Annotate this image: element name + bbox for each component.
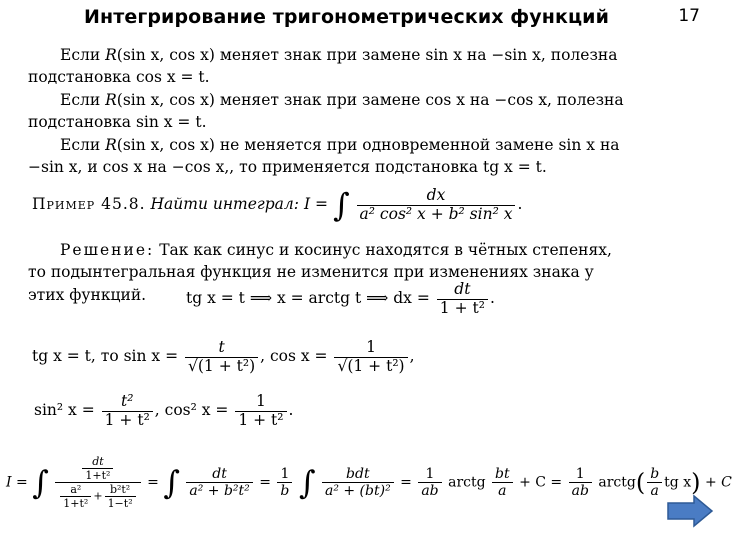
formula1-text-a: tg x = t, то sin x = [32, 347, 179, 365]
para1-line1 [60, 48, 617, 64]
sin2-denominator: 1 + t² [104, 410, 150, 429]
substitution-denominator: 1 + t² [439, 298, 485, 317]
para2-text-c: (sin x, cos x) меняет знак при замене cos x на −cos x, полезна [116, 91, 624, 109]
final-eq3: = [400, 474, 412, 491]
inner-b-bot: 1−t² [107, 497, 133, 510]
cos-denominator: √(1 + t²) [337, 356, 405, 375]
final-frac1-denominator [55, 483, 140, 509]
final-fraction-2 [186, 467, 252, 498]
sin2-numerator: t² [102, 394, 153, 412]
page-title: Интегрирование тригонометрических функций [84, 6, 609, 28]
example-denominator: a² cos² x + b² sin² x [359, 204, 513, 223]
para3-text-b: R [105, 136, 117, 154]
para3-line2: −sin x, и cos x на −cos x,, то применяется подстановка tg x = t. [28, 158, 547, 176]
final-eq1: = [147, 474, 159, 491]
sin-numerator: t [185, 340, 258, 358]
para3-text-a: Если [60, 136, 106, 154]
para2-line2: подстановка sin x = t. [28, 113, 207, 131]
final-fraction-5 [418, 467, 441, 498]
integral-sign: ∫ [332, 186, 350, 224]
final-frac3-num: 1 [277, 467, 292, 483]
final-fraction-6 [492, 467, 513, 498]
substitution-numerator: dt [437, 282, 488, 300]
inner-fraction-b [105, 484, 136, 509]
final-frac2-den: a² + b²t² [189, 483, 250, 499]
right-paren: ) [691, 468, 701, 497]
inner-fraction-a [60, 484, 91, 509]
final-frac4-num: bdt [322, 467, 394, 483]
integral-sign: ∫ [298, 463, 316, 502]
final-frac8-num: b [647, 467, 662, 483]
para2-text-b: R [105, 91, 117, 109]
final-frac5-den: ab [421, 483, 439, 499]
formula2-text-b: , cos² x = [154, 401, 229, 419]
cos-fraction [334, 340, 407, 374]
final-end: + C [704, 474, 732, 491]
example-fraction [357, 188, 516, 222]
formula-line1 [32, 340, 415, 374]
para3-text-c: (sin x, cos x) не меняется при одновременной замене sin x на [116, 136, 620, 154]
final-fraction-1 [55, 456, 140, 509]
example-end: . [517, 195, 523, 213]
final-fraction-4 [322, 467, 394, 498]
cos-numerator: 1 [334, 340, 407, 358]
integral-sign: ∫ [163, 463, 180, 502]
inner-plus: + [93, 489, 103, 503]
final-frac5-num: 1 [418, 467, 441, 483]
formula1-text-b: , cos x = [260, 347, 328, 365]
solution-line1 [60, 243, 612, 259]
para1-line2: подстановка cos x = t. [28, 68, 210, 86]
final-frac6-num: bt [492, 467, 513, 483]
formula2-text-a: sin² x = [34, 401, 95, 419]
right-arrow-icon [666, 494, 714, 528]
solution-line3: этих функций. [28, 286, 147, 304]
final-fraction-8 [647, 467, 662, 498]
inner-b-top: b²t² [105, 484, 136, 497]
solution-label: Решение: [60, 241, 155, 259]
formula-line2 [34, 394, 293, 428]
final-frac8-den: a [650, 483, 659, 499]
final-frac2-num: dt [186, 467, 252, 483]
integral-sign: ∫ [32, 463, 49, 502]
example-numerator: dx [357, 188, 516, 206]
final-arctg2: arctg [598, 474, 636, 491]
example-lhs: I = [303, 195, 328, 213]
final-frac7-den: ab [571, 483, 589, 499]
inner-a-top: a² [60, 484, 91, 497]
cos2-denominator: 1 + t² [238, 410, 284, 429]
inner-a-bot: 1+t² [63, 497, 89, 510]
para1-text-a: Если [60, 46, 106, 64]
example-task: Найти интеграл: [150, 195, 300, 213]
sin-fraction [185, 340, 258, 374]
formula2-text-c: . [288, 401, 294, 419]
sin-denominator: √(1 + t²) [188, 356, 256, 375]
page-number: 17 [678, 6, 700, 26]
para2-line1 [60, 93, 624, 109]
final-frac6-den: a [498, 483, 507, 499]
final-tail: tg x [664, 474, 692, 491]
para2-text-a: Если [60, 91, 106, 109]
sin2-fraction [102, 394, 153, 428]
cos2-numerator: 1 [235, 394, 286, 412]
cos2-fraction [235, 394, 286, 428]
solution-text1: Так как синус и косинус находятся в чётных степенях, [159, 241, 612, 259]
final-eq2: = [259, 474, 271, 491]
substitution-formula [186, 282, 495, 316]
inner-dt-top: dt [82, 456, 113, 469]
final-frac4-den: a² + (bt)² [324, 483, 391, 499]
final-fraction-7 [569, 467, 592, 498]
example-label: Пример 45.8. [32, 195, 146, 213]
final-arctg1: arctg [448, 474, 486, 491]
final-formula [6, 456, 732, 509]
formula1-text-c: , [409, 347, 415, 365]
solution-line2: то подынтегральная функция не изменится при изменениях знака у [28, 263, 594, 281]
para1-text-c: (sin x, cos x) меняет знак при замене sin x на −sin x, полезна [116, 46, 618, 64]
next-slide-button[interactable] [666, 494, 714, 528]
final-lhs: I = [6, 474, 28, 491]
final-plus-c: + C = [519, 474, 563, 491]
para1-text-b: R [105, 46, 117, 64]
inner-dt-bot: 1+t² [85, 469, 111, 482]
substitution-text: tg x = t ⟹ x = arctg t ⟹ dx = [186, 289, 430, 307]
final-frac3-den: b [280, 483, 290, 499]
final-frac7-num: 1 [569, 467, 592, 483]
example-block [32, 188, 522, 222]
inner-fraction-dt [82, 456, 113, 481]
left-paren: ( [635, 468, 646, 497]
substitution-end: . [489, 289, 495, 307]
final-frac1-numerator [55, 456, 140, 483]
final-fraction-3 [277, 467, 292, 498]
para3-line1 [60, 138, 620, 154]
substitution-fraction [437, 282, 488, 316]
